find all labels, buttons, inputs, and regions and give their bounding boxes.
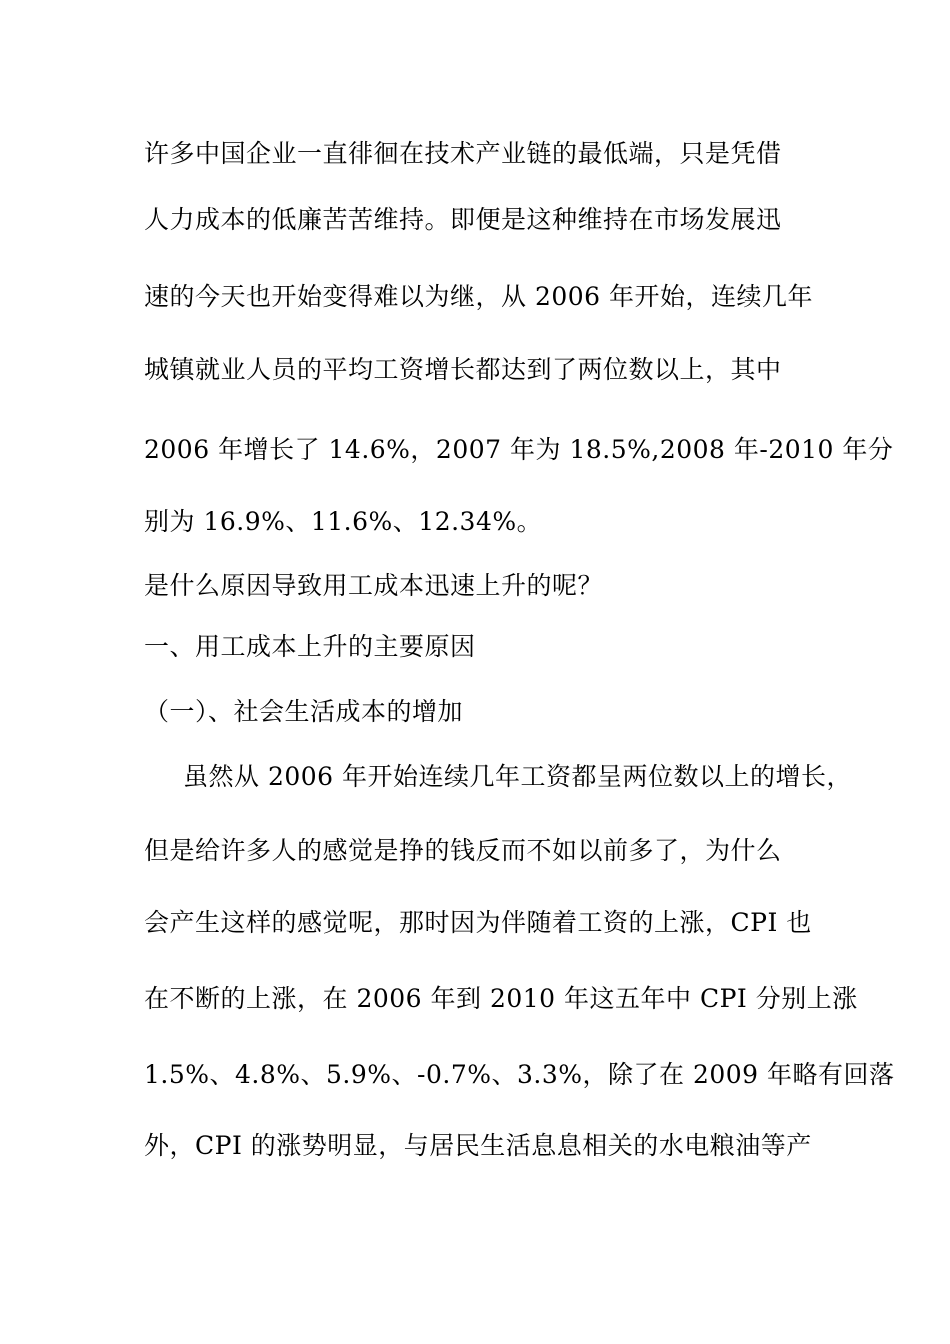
paragraph-1-line-6: 别为 16.9%、11.6%、12.34%。 — [144, 507, 543, 536]
paragraph-1-line-3: 速的今天也开始变得难以为继，从 2006 年开始，连续几年 — [144, 282, 814, 311]
paragraph-1-line-1: 许多中国企业一直徘徊在技术产业链的最低端，只是凭借 — [144, 139, 782, 168]
question-line: 是什么原因导致用工成本迅速上升的呢？ — [144, 571, 604, 600]
paragraph-2-line-3: 会产生这样的感觉呢，那时因为伴随着工资的上涨，CPI 也 — [144, 908, 812, 937]
paragraph-1-line-2: 人力成本的低廉苦苦维持。即便是这种维持在市场发展迅 — [144, 205, 782, 234]
paragraph-2-line-2: 但是给许多人的感觉是挣的钱反而不如以前多了，为什么 — [144, 836, 782, 865]
subsection-heading: （一）、社会生活成本的增加 — [144, 697, 464, 726]
paragraph-1-line-5: 2006 年增长了 14.6%，2007 年为 18.5%,2008 年-2010 年分 — [144, 435, 894, 464]
paragraph-1-line-4: 城镇就业人员的平均工资增长都达到了两位数以上，其中 — [144, 355, 782, 384]
section-heading: 一、用工成本上升的主要原因 — [144, 632, 476, 661]
paragraph-2-line-4: 在不断的上涨，在 2006 年到 2010 年这五年中 CPI 分别上涨 — [144, 984, 858, 1013]
paragraph-2-line-1: 虽然从 2006 年开始连续几年工资都呈两位数以上的增长， — [183, 762, 853, 791]
paragraph-2-line-6: 外，CPI 的涨势明显，与居民生活息息相关的水电粮油等产 — [144, 1131, 812, 1160]
paragraph-2-line-5: 1.5%、4.8%、5.9%、-0.7%、3.3%，除了在 2009 年略有回落 — [144, 1060, 895, 1089]
